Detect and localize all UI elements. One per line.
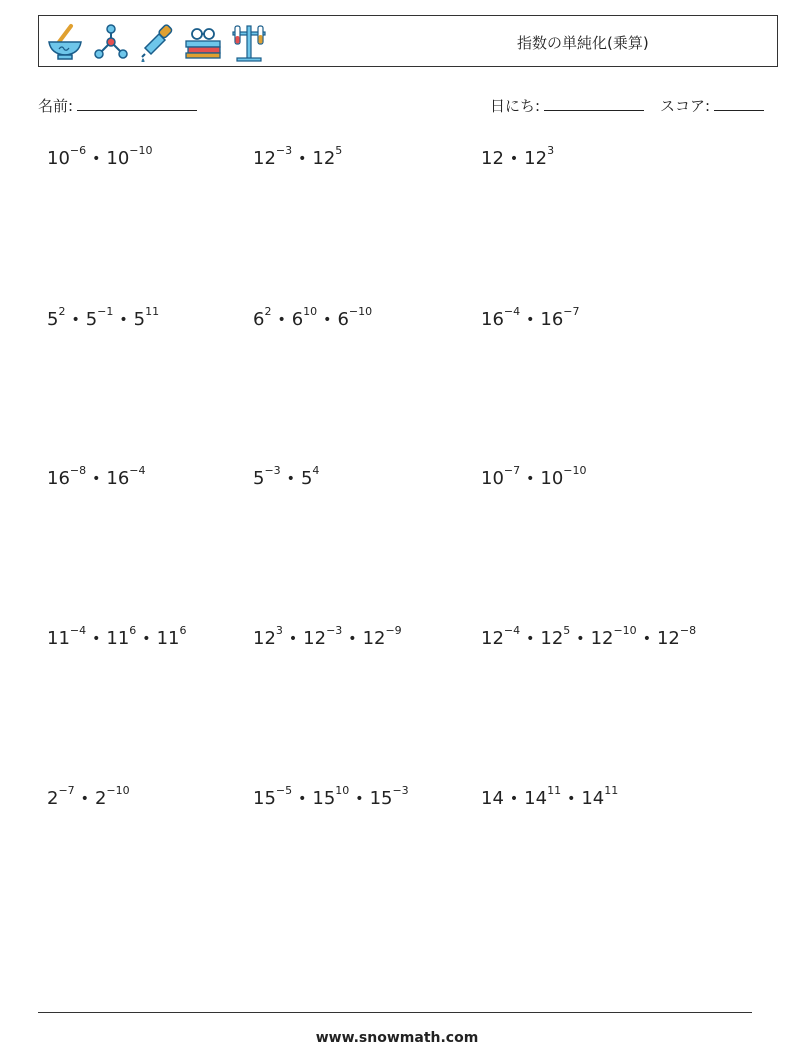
term-base: 16 <box>106 468 130 489</box>
problem-12 <box>481 624 697 649</box>
term-base: 12 <box>481 148 504 169</box>
term-exponent: 11 <box>145 305 160 318</box>
term-base: 11 <box>106 628 130 649</box>
term-exponent: −5 <box>275 784 293 797</box>
problem-3 <box>481 144 555 169</box>
term-exponent: −7 <box>563 305 580 318</box>
multiply-operator: • <box>298 791 307 807</box>
multiply-operator: • <box>298 151 307 167</box>
term-base: 10 <box>106 148 130 169</box>
term-base: 14 <box>581 788 605 809</box>
multiply-operator: • <box>348 631 357 647</box>
molecule-icon <box>91 22 131 62</box>
term-exponent: 6 <box>129 624 137 637</box>
multiply-operator: • <box>92 471 101 487</box>
term-base: 12 <box>253 148 276 169</box>
multiply-operator: • <box>509 151 519 167</box>
term-base: 16 <box>47 468 70 489</box>
term-exponent: 2 <box>264 305 272 318</box>
term-exponent: −3 <box>275 144 293 157</box>
multiply-operator: • <box>642 631 651 647</box>
problem-15 <box>481 784 619 809</box>
term-exponent: −3 <box>264 464 281 477</box>
score-field[interactable] <box>660 95 764 116</box>
term-exponent: −10 <box>613 624 637 637</box>
term-base: 12 <box>362 628 386 649</box>
multiply-operator: • <box>526 631 535 647</box>
term-exponent: −8 <box>69 464 87 477</box>
multiply-operator: • <box>567 791 576 807</box>
term-base: 10 <box>481 468 504 489</box>
date-blank[interactable] <box>544 109 644 111</box>
term-base: 15 <box>312 788 336 809</box>
term-exponent: −10 <box>129 144 153 157</box>
header-icons <box>45 20 269 64</box>
term-base: 5 <box>253 468 265 489</box>
term-exponent: 11 <box>604 784 619 797</box>
term-exponent: 3 <box>275 624 283 637</box>
multiply-operator: • <box>92 631 101 647</box>
multiply-operator: • <box>526 471 535 487</box>
worksheet-title: 指数の単純化(乗算) <box>517 34 649 52</box>
term-base: 12 <box>656 628 680 649</box>
term-exponent: 2 <box>58 305 66 318</box>
term-exponent: 11 <box>547 784 562 797</box>
date-field[interactable] <box>490 95 644 116</box>
multiply-operator: • <box>526 312 535 328</box>
term-exponent: −3 <box>392 784 409 797</box>
term-exponent: −1 <box>97 305 114 318</box>
term-exponent: −7 <box>503 464 521 477</box>
term-base: 16 <box>481 309 504 330</box>
multiply-operator: • <box>92 151 101 167</box>
footer-divider <box>38 1012 752 1013</box>
problem-7 <box>47 464 146 489</box>
term-base: 10 <box>47 148 70 169</box>
term-base: 15 <box>369 788 393 809</box>
name-label: 名前: <box>38 97 74 115</box>
term-exponent: 10 <box>335 784 350 797</box>
term-exponent: −6 <box>69 144 87 157</box>
problem-10 <box>47 624 187 649</box>
multiply-operator: • <box>288 631 298 647</box>
term-base: 5 <box>133 309 146 330</box>
term-exponent: −8 <box>679 624 697 637</box>
problem-8 <box>253 464 320 489</box>
term-base: 12 <box>481 628 504 649</box>
footer-url: www.snowmath.com <box>315 1030 479 1046</box>
term-base: 2 <box>94 788 107 809</box>
term-exponent: 5 <box>563 624 571 637</box>
multiply-operator: • <box>286 471 295 487</box>
problem-14 <box>253 784 409 809</box>
multiply-operator: • <box>71 312 80 328</box>
name-blank[interactable] <box>77 109 197 111</box>
term-base: 2 <box>47 788 59 809</box>
multiply-operator: • <box>277 312 286 328</box>
worksheet-header <box>38 15 778 67</box>
term-exponent: 3 <box>547 144 555 157</box>
term-exponent: −3 <box>326 624 343 637</box>
multiply-operator: • <box>142 631 151 647</box>
multiply-operator: • <box>80 791 89 807</box>
problem-9 <box>481 464 587 489</box>
problem-5 <box>253 305 373 330</box>
term-exponent: −4 <box>69 624 87 637</box>
term-exponent: −4 <box>129 464 146 477</box>
term-exponent: 5 <box>335 144 343 157</box>
term-base: 6 <box>291 309 304 330</box>
term-base: 11 <box>156 628 180 649</box>
problem-2 <box>253 144 343 169</box>
name-field[interactable] <box>38 95 197 116</box>
multiply-operator: • <box>355 791 364 807</box>
term-exponent: −9 <box>385 624 402 637</box>
problem-13 <box>47 784 130 809</box>
term-base: 12 <box>590 628 614 649</box>
score-label: スコア: <box>660 97 711 115</box>
multiply-operator: • <box>119 312 128 328</box>
books-glasses-icon <box>183 22 223 62</box>
score-blank[interactable] <box>714 109 764 111</box>
term-base: 5 <box>85 309 98 330</box>
term-base: 14 <box>481 788 504 809</box>
date-label: 日にち: <box>490 97 541 115</box>
test-tube-rack-icon <box>229 22 269 62</box>
problem-11 <box>253 624 402 649</box>
term-base: 15 <box>253 788 276 809</box>
term-base: 5 <box>300 468 313 489</box>
term-base: 5 <box>47 309 59 330</box>
multiply-operator: • <box>509 791 519 807</box>
mortar-pestle-icon <box>45 22 85 62</box>
problem-1 <box>47 144 153 169</box>
term-base: 12 <box>303 628 327 649</box>
term-exponent: −10 <box>106 784 130 797</box>
term-exponent: 4 <box>312 464 320 477</box>
term-base: 12 <box>253 628 276 649</box>
term-base: 16 <box>540 309 564 330</box>
term-exponent: 10 <box>303 305 318 318</box>
term-base: 10 <box>540 468 564 489</box>
multiply-operator: • <box>323 312 332 328</box>
term-exponent: −4 <box>503 305 521 318</box>
term-exponent: −7 <box>58 784 75 797</box>
term-exponent: −10 <box>348 305 373 318</box>
term-exponent: −4 <box>503 624 521 637</box>
term-exponent: −10 <box>563 464 587 477</box>
term-base: 12 <box>540 628 564 649</box>
term-base: 14 <box>524 788 548 809</box>
term-base: 12 <box>312 148 336 169</box>
multiply-operator: • <box>576 631 585 647</box>
dropper-icon <box>137 22 177 62</box>
problem-6 <box>481 305 580 330</box>
term-base: 11 <box>47 628 70 649</box>
term-base: 6 <box>337 309 349 330</box>
term-base: 6 <box>253 309 265 330</box>
problem-4 <box>47 305 160 330</box>
term-base: 12 <box>524 148 548 169</box>
term-exponent: 6 <box>179 624 187 637</box>
